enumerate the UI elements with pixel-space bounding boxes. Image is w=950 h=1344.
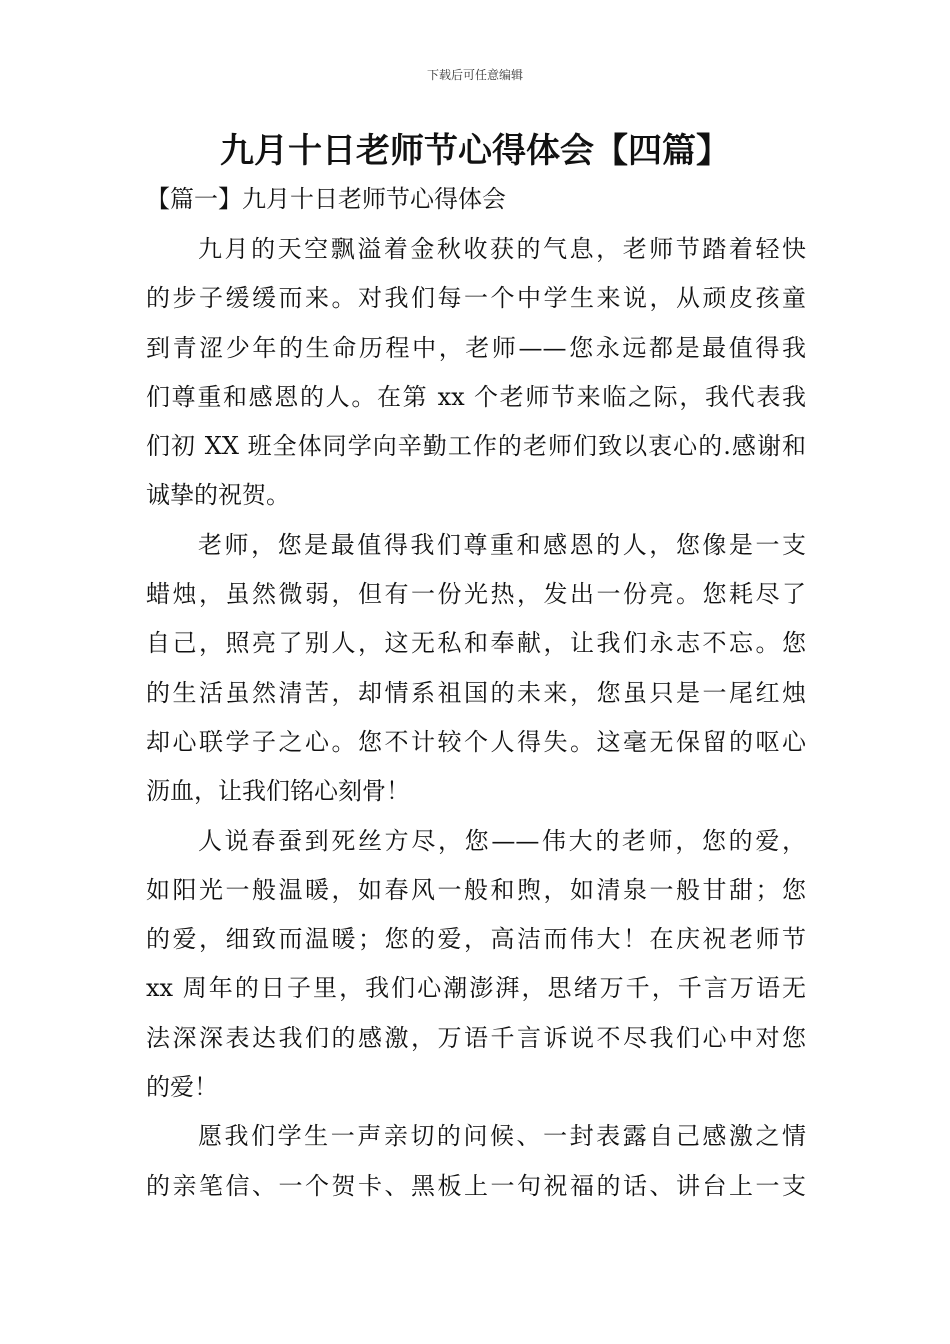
text-line: 到青涩少年的生命历程中，老师——您永远都是最值得我: [146, 333, 806, 362]
text-line: 却心联学子之心。您不计较个人得失。这毫无保留的呕心: [146, 727, 806, 756]
text-line: 沥血，让我们铭心刻骨！: [146, 777, 410, 806]
text-line: 的亲笔信、一个贺卡、黑板上一句祝福的话、讲台上一支: [146, 1171, 806, 1200]
text-line: 愿我们学生一声亲切的问候、一封表露自己感激之情: [198, 1122, 806, 1151]
text-line: 自己，照亮了别人，这无私和奉献，让我们永志不忘。您: [146, 629, 806, 658]
text-line: 的爱，细致而温暖；您的爱，高洁而伟大！在庆祝老师节: [146, 925, 806, 954]
text-line: 法深深表达我们的感激，万语千言诉说不尽我们心中对您: [146, 1023, 806, 1052]
text-line: 的步子缓缓而来。对我们每一个中学生来说，从顽皮孩童: [146, 284, 806, 313]
text-line: 们尊重和感恩的人。在第 xx 个老师节来临之际，我代表我: [146, 382, 806, 411]
text-line: xx 周年的日子里，我们心潮澎湃，思绪万千，千言万语无: [146, 974, 806, 1003]
text-line: 的爱！: [146, 1073, 218, 1102]
text-line: 人说春蚕到死丝方尽，您——伟大的老师，您的爱，: [198, 826, 806, 855]
text-line: 蜡烛，虽然微弱，但有一份光热，发出一份亮。您耗尽了: [146, 580, 806, 609]
document-title: 九月十日老师节心得体会【四篇】: [220, 131, 730, 171]
text-line: 们初 XX 班全体同学向辛勤工作的老师们致以衷心的.感谢和: [146, 432, 806, 461]
body-text: [146, 229, 806, 1215]
text-line: 的生活虽然清苦，却情系祖国的未来，您虽只是一尾红烛: [146, 678, 806, 707]
header-note: 下载后可任意编辑: [426, 68, 523, 82]
text-line: 九月的天空飘溢着金秋收获的气息，老师节踏着轻快: [198, 235, 806, 263]
text-line: 老师，您是最值得我们尊重和感恩的人，您像是一支: [198, 530, 806, 559]
section-heading: 【篇一】九月十日老师节心得体会: [146, 185, 506, 213]
text-line: 如阳光一般温暖，如春风一般和煦，如清泉一般甘甜；您: [146, 875, 806, 904]
text-line: 诚挚的祝贺。: [146, 481, 290, 510]
